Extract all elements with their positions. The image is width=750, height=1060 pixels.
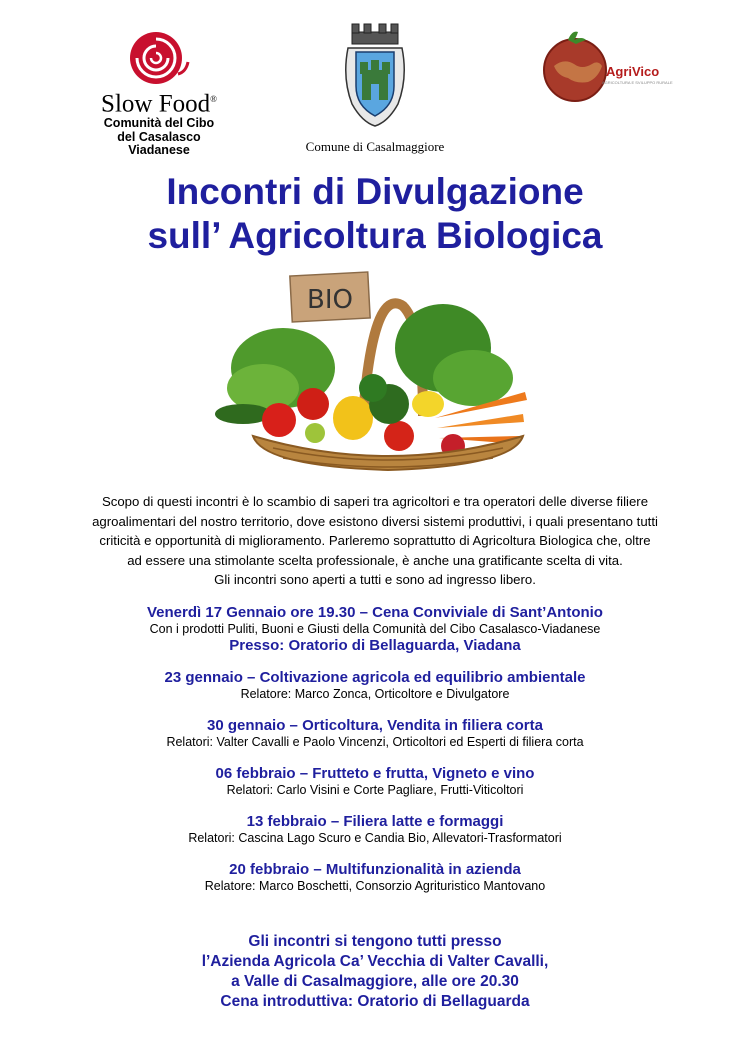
event-speaker: Relatore: Marco Boschetti, Consorzio Agrituristico Mantovano bbox=[204, 879, 546, 893]
event-heading: 23 gennaio – Coltivazione agricola ed equilibrio ambientale bbox=[164, 669, 586, 686]
slowfood-sub-2: del Casalasco bbox=[117, 129, 201, 144]
event-heading: 30 gennaio – Orticoltura, Vendita in filiera corta bbox=[207, 717, 543, 734]
footer-line-4: Cena introduttiva: Oratorio di Bellaguarda bbox=[220, 993, 530, 1010]
vegetable-basket-photo bbox=[213, 268, 539, 480]
event-dinner-heading: Venerdì 17 Gennaio ore 19.30 – Cena Conviviale di Sant’Antonio bbox=[147, 604, 603, 621]
agrivico-tagline: AGRICOLTURA E SVILUPPO RURALE bbox=[602, 80, 673, 85]
event-item bbox=[30, 861, 720, 894]
comune-name: Comune di Casalmaggiore bbox=[305, 139, 445, 154]
bio-sign-text: BIO bbox=[307, 285, 353, 315]
comune-crest bbox=[300, 22, 450, 157]
footer-info bbox=[30, 932, 720, 1012]
snail-icon bbox=[126, 28, 192, 86]
agrivico-logo bbox=[540, 22, 680, 112]
event-item bbox=[30, 717, 720, 750]
event-heading: 13 febbraio – Filiera latte e formaggi bbox=[246, 813, 504, 830]
title-line-1: Incontri di Divulgazione bbox=[166, 171, 584, 212]
event-heading: 20 febbraio – Multifunzionalità in azienda bbox=[229, 861, 521, 878]
slowfood-name: Slow Food® bbox=[101, 90, 217, 118]
event-dinner-detail: Con i prodotti Puliti, Buoni e Giusti della Comunità del Cibo Casalasco-Viadanese bbox=[149, 622, 601, 636]
event-item bbox=[30, 765, 720, 798]
intro-line-1: Scopo di questi incontri è lo scambio di saperi tra agricoltori e tra operatori delle diverse filiere bbox=[101, 494, 649, 509]
event-speaker: Relatori: Cascina Lago Scuro e Candia Bio, Allevatori-Trasformatori bbox=[188, 831, 562, 845]
intro-line-4: ad essere una stimolante scelta professionale, è anche una gratificante scelta di vita. bbox=[127, 552, 623, 568]
event-speaker: Relatore: Marco Zonca, Orticoltore e Divulgatore bbox=[240, 687, 510, 701]
event-list bbox=[30, 604, 720, 909]
event-speaker: Relatori: Carlo Visini e Corte Pagliare, Frutti-Viticoltori bbox=[226, 783, 524, 797]
intro-line-5: Gli incontri sono aperti a tutti e sono ad ingresso libero. bbox=[214, 572, 536, 587]
intro-line-2: agroalimentari del nostro territorio, dove esistono diversi sistemi produttivi, i quali presentano tutti bbox=[92, 513, 658, 529]
footer-line-3: a Valle di Casalmaggiore, alle ore 20.30 bbox=[231, 973, 519, 990]
slowfood-sub-3: Viadanese bbox=[128, 143, 190, 158]
agrivico-name: AgriVico bbox=[606, 64, 660, 79]
event-dinner-location: Presso: Oratorio di Bellaguarda, Viadana bbox=[229, 637, 521, 654]
title-line-2: sull’ Agricoltura Biologica bbox=[147, 215, 603, 256]
slowfood-logo bbox=[84, 28, 234, 158]
intro-paragraph bbox=[55, 492, 695, 590]
crest-icon bbox=[342, 22, 408, 130]
event-speaker: Relatori: Valter Cavalli e Paolo Vincenzi, Orticoltori ed Esperti di filiera corta bbox=[166, 735, 584, 749]
event-item bbox=[30, 813, 720, 846]
footer-line-2: l’Azienda Agricola Ca’ Vecchia di Valter Cavalli, bbox=[201, 953, 549, 970]
tomato-icon bbox=[540, 26, 610, 106]
slowfood-sub-1: Comunità del Cibo bbox=[103, 116, 215, 131]
event-dinner bbox=[30, 604, 720, 654]
event-heading: 06 febbraio – Frutteto e frutta, Vigneto e vino bbox=[215, 765, 535, 782]
page-title bbox=[0, 170, 750, 258]
footer-line-1: Gli incontri si tengono tutti presso bbox=[248, 933, 502, 950]
intro-line-3: criticità e opportunità di miglioramento. Parleremo soprattutto di Agricoltura Biologica che, oltre bbox=[99, 533, 651, 548]
event-item bbox=[30, 669, 720, 702]
